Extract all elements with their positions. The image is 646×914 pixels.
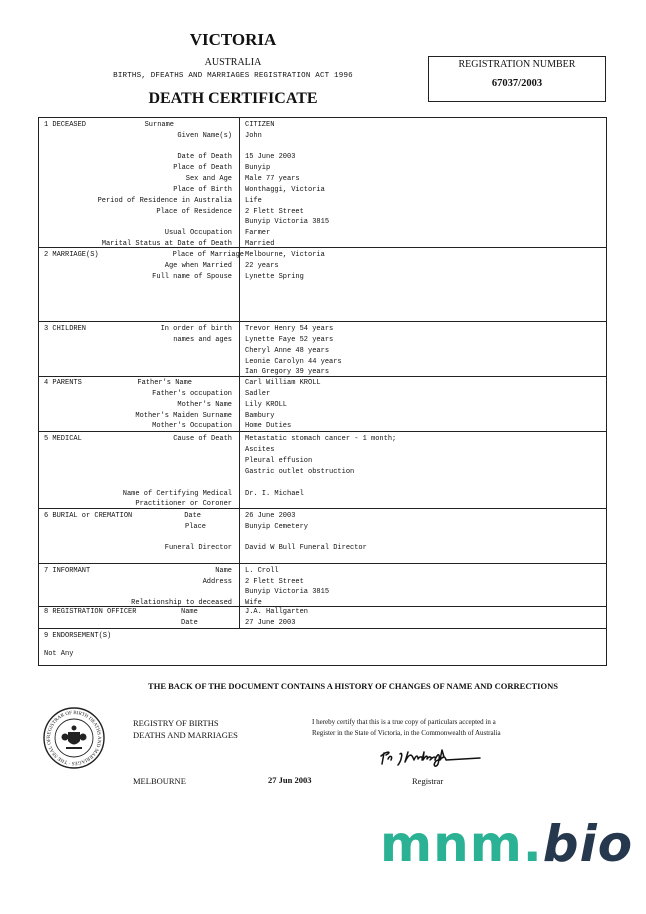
field-value: Pleural effusion [245, 457, 313, 465]
watermark-logo [380, 815, 633, 873]
section-deceased [39, 118, 606, 248]
certification-statement [312, 717, 552, 739]
field-value: Life [245, 197, 262, 205]
field-value: 26 June 2003 [245, 512, 296, 520]
list-item: Ian Gregory 39 years [245, 368, 330, 376]
field-value: L. Croll [245, 567, 279, 575]
country-label: AUSTRALIA [204, 57, 262, 68]
back-note: THE BACK OF THE DOCUMENT CONTAINS A HISTORY OF CHANGES OF NAME AND CORRECTIONS [148, 681, 558, 691]
field-value: Bambury [245, 412, 275, 420]
section-medical [39, 432, 606, 509]
field-value: Not Any [44, 650, 74, 658]
field-label: Place of Marriage [172, 251, 244, 259]
field-value: 2 Flett Street [245, 208, 304, 216]
field-label: Practitioner or Coroner [135, 500, 232, 508]
field-label: Date [184, 512, 201, 520]
field-label: Name [215, 567, 232, 575]
section-heading: 3 CHILDREN [44, 325, 87, 333]
field-value: 27 June 2003 [245, 619, 296, 627]
section-heading: 2 MARRIAGE(S) [44, 251, 99, 259]
section-children [39, 322, 606, 377]
field-label: Full name of Spouse [152, 273, 232, 281]
list-item: Cheryl Anne 48 years [245, 347, 330, 355]
official-seal-icon [42, 706, 106, 770]
field-label: names and ages [173, 336, 232, 344]
certify-line: Register in the State of Victoria, in the Commonwealth of Australia [312, 729, 501, 737]
field-value: Gastric outlet obstruction [245, 468, 355, 476]
field-label: Mother's Maiden Surname [135, 412, 232, 420]
section-heading: 8 REGISTRATION OFFICER [44, 608, 137, 616]
field-label: Name [181, 608, 198, 616]
field-value: Bunyip [245, 164, 271, 172]
svg-text:REGISTRAR OF BIRTH DEATHS AND: REGISTRAR OF BIRTH DEATHS AND MARRIAGES · THE SEAL OF [46, 710, 102, 766]
act-label: BIRTHS, DFEATHS AND MARRIAGES REGISTRATION ACT 1996 [113, 72, 353, 80]
field-value: 15 June 2003 [245, 153, 296, 161]
field-label: Place [184, 523, 206, 531]
field-label: Place of Residence [156, 208, 232, 216]
field-label: Mother's Name [177, 401, 232, 409]
state-title: VICTORIA [189, 30, 277, 49]
watermark-mnm: mnm. [380, 815, 543, 873]
field-value: Farmer [245, 229, 271, 237]
section-endorsements [39, 629, 606, 666]
field-value: Carl William KROLL [245, 379, 321, 387]
registry-line: REGISTRY OF BIRTHS [133, 718, 219, 728]
field-value: J.A. Hallgarten [245, 608, 309, 616]
field-label: Sex and Age [185, 175, 232, 183]
field-value: John [245, 132, 262, 140]
field-label: Father's occupation [152, 390, 232, 398]
field-value: Ascites [245, 446, 275, 454]
field-label: Relationship to deceased [131, 599, 232, 607]
field-label: Mother's Occupation [152, 422, 232, 430]
section-parents [39, 377, 606, 432]
list-item: Leonie Carolyn 44 years [245, 358, 342, 366]
field-label: Surname [144, 121, 174, 129]
field-label: Usual Occupation [164, 229, 232, 237]
field-value: Dr. I. Michael [245, 490, 304, 498]
registrar-signature [378, 746, 483, 770]
field-value: Bunyip Cemetery [245, 523, 309, 531]
watermark-bio: bio [542, 815, 634, 873]
registration-box [428, 56, 606, 102]
section-heading: 5 MEDICAL [44, 435, 82, 443]
field-label: Father's Name [137, 379, 192, 387]
section-informant [39, 564, 606, 607]
section-burial [39, 509, 606, 564]
field-value: Lynette Spring [245, 273, 304, 281]
section-officer [39, 607, 606, 629]
field-value: Sadler [245, 390, 271, 398]
certificate-date: 27 Jun 2003 [268, 775, 312, 785]
field-value: Male 77 years [245, 175, 300, 183]
field-value: 22 years [245, 262, 279, 270]
certificate-form [38, 117, 607, 666]
field-value: Wonthaggi, Victoria [245, 186, 325, 194]
list-item: Lynette Faye 52 years [245, 336, 334, 344]
certify-line: I hereby certify that this is a true copy of particulars accepted in a [312, 718, 496, 726]
field-label: Date [181, 619, 198, 627]
registration-number: 67037/2003 [491, 78, 543, 89]
field-value: CITIZEN [245, 121, 275, 129]
section-marriage [39, 248, 606, 322]
field-value: David W Bull Funeral Director [245, 544, 367, 552]
section-heading: 1 DECEASED [44, 121, 87, 129]
registrar-label: Registrar [412, 776, 444, 786]
field-value: Bunyip Victoria 3815 [245, 588, 330, 596]
section-heading: 7 INFORMANT [44, 567, 91, 575]
field-value: Metastatic stomach cancer - 1 month; [245, 435, 397, 443]
field-value: Married [245, 240, 275, 248]
document-title: DEATH CERTIFICATE [148, 90, 318, 107]
field-value: Melbourne, Victoria [245, 251, 325, 259]
field-label: Name of Certifying Medical [122, 490, 232, 498]
field-value: 2 Flett Street [245, 578, 304, 586]
field-label: Marital Status at Date of Death [101, 240, 232, 248]
field-label: Place of Birth [173, 186, 232, 194]
field-value: Home Duties [245, 422, 292, 430]
field-label: Period of Residence in Australia [97, 197, 232, 205]
field-label: Address [202, 578, 232, 586]
field-label: Place of Death [173, 164, 232, 172]
field-label: Funeral Director [164, 544, 232, 552]
registry-name [133, 717, 238, 741]
field-label: Date of Death [177, 153, 232, 161]
field-value: Wife [245, 599, 262, 607]
registry-line: DEATHS AND MARRIAGES [133, 730, 238, 740]
field-label: In order of birth [160, 325, 232, 333]
field-label: Given Name(s) [177, 132, 232, 140]
section-heading: 9 ENDORSEMENT(S) [44, 632, 112, 640]
field-label: Age when Married [164, 262, 232, 270]
registration-label: REGISTRATION NUMBER [458, 59, 576, 70]
section-heading: 4 PARENTS [44, 379, 82, 387]
field-label: Cause of Death [173, 435, 232, 443]
section-heading: 6 BURIAL or CREMATION [44, 512, 133, 520]
city-label: MELBOURNE [133, 776, 186, 786]
field-value: Lily KROLL [245, 401, 288, 409]
list-item: Trevor Henry 54 years [245, 325, 334, 333]
field-value: Bunyip Victoria 3815 [245, 218, 330, 226]
